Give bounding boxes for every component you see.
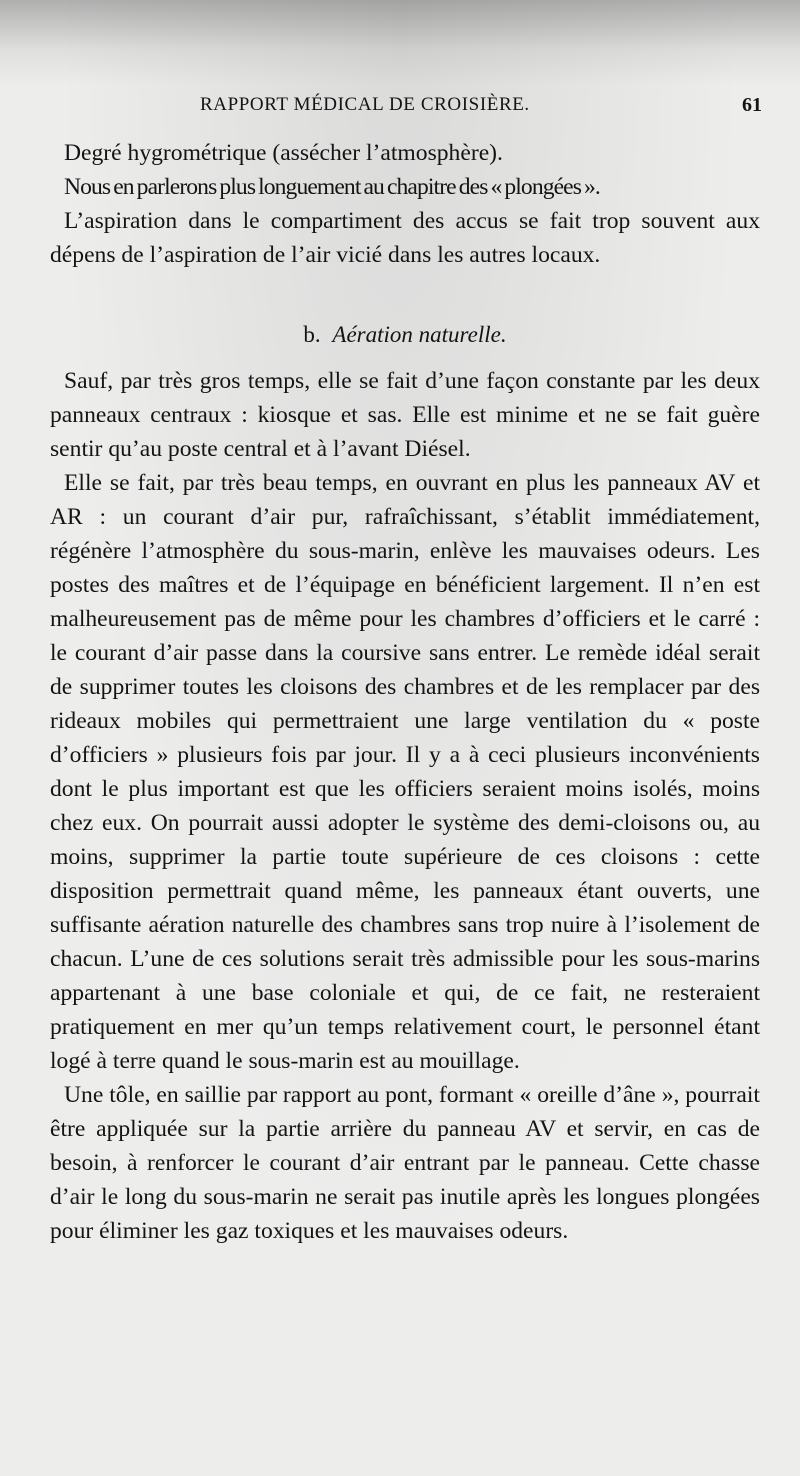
intro-paragraph-aspiration: L’aspiration dans le compartiment des accus se fait trop souvent aux dépens de l’aspiration de l’air vicié dans les autres locaux. [50, 208, 760, 268]
intro-line-humidity: Degré hygrométrique (assécher l’atmosphère). [64, 140, 503, 166]
paragraph-1: Sauf, par très gros temps, elle se fait d’une façon constante par les deux panneaux centraux : kiosque et sas. Elle est minime et ne se fait guère sentir qu’au poste central et à l’avant Diésel. [50, 368, 760, 462]
paragraph-2: Elle se fait, par très beau temps, en ouvrant en plus les panneaux AV et AR : un courant d’air pur, rafraîchissant, s’établit immédiatement, régénère l’atmosphère du sous-marin, enlève les mauvaises odeurs. Les postes des maîtres et de l’équipage en bénéficient largement. Il n’en est malheureusement pas de même pour les chambres d’officiers et le carré : le courant d’air passe dans la coursive sans entrer. Le remède idéal serait de supprimer toutes les cloisons des chambres et de les remplacer par des rideaux mobiles qui permettraient une large ventilation du « poste d’officiers » plusieurs fois par jour. Il y a à ceci plusieurs inconvénients dont le plus important est que les officiers seraient moins isolés, moins chez eux. On pourrait aussi adopter le système des demi-cloisons ou, au moins, supprimer la partie toute supérieure de ces cloisons : cette disposition permettrait quand même, les panneaux étant ouverts, une suffisante aération naturelle des chambres sans trop nuire à l’isolement de chacun. L’une de ces solutions serait très admissible pour les sous-marins appartenant à une base coloniale et qui, de ce fait, ne resteraient pratiquement en mer qu’un temps relativement court, le personnel étant logé à terre quand le sous-marin est au mouillage. [50, 470, 760, 1074]
running-title: RAPPORT MÉDICAL DE CROISIÈRE. [200, 94, 530, 115]
intro-block [50, 136, 760, 272]
paragraph-3: Une tôle, en saillie par rapport au pont, formant « oreille d’âne », pourrait être appliquée sur la partie arrière du panneau AV et servir, en cas de besoin, à renforcer le courant d’air entrant par le panneau. Cette chasse d’air le long du sous-marin ne serait pas inutile après les longues plongées pour éliminer les gaz toxiques et les mauvaises odeurs. [50, 1082, 760, 1244]
body-text [50, 364, 760, 1248]
page-number: 61 [742, 94, 762, 116]
section-heading [50, 320, 760, 350]
intro-line-plongees: Nous en parlerons plus longuement au chapitre des « plongées ». [64, 174, 600, 200]
section-title: Aération naturelle. [332, 322, 507, 347]
section-letter: b. [303, 322, 321, 347]
running-header [50, 94, 762, 118]
